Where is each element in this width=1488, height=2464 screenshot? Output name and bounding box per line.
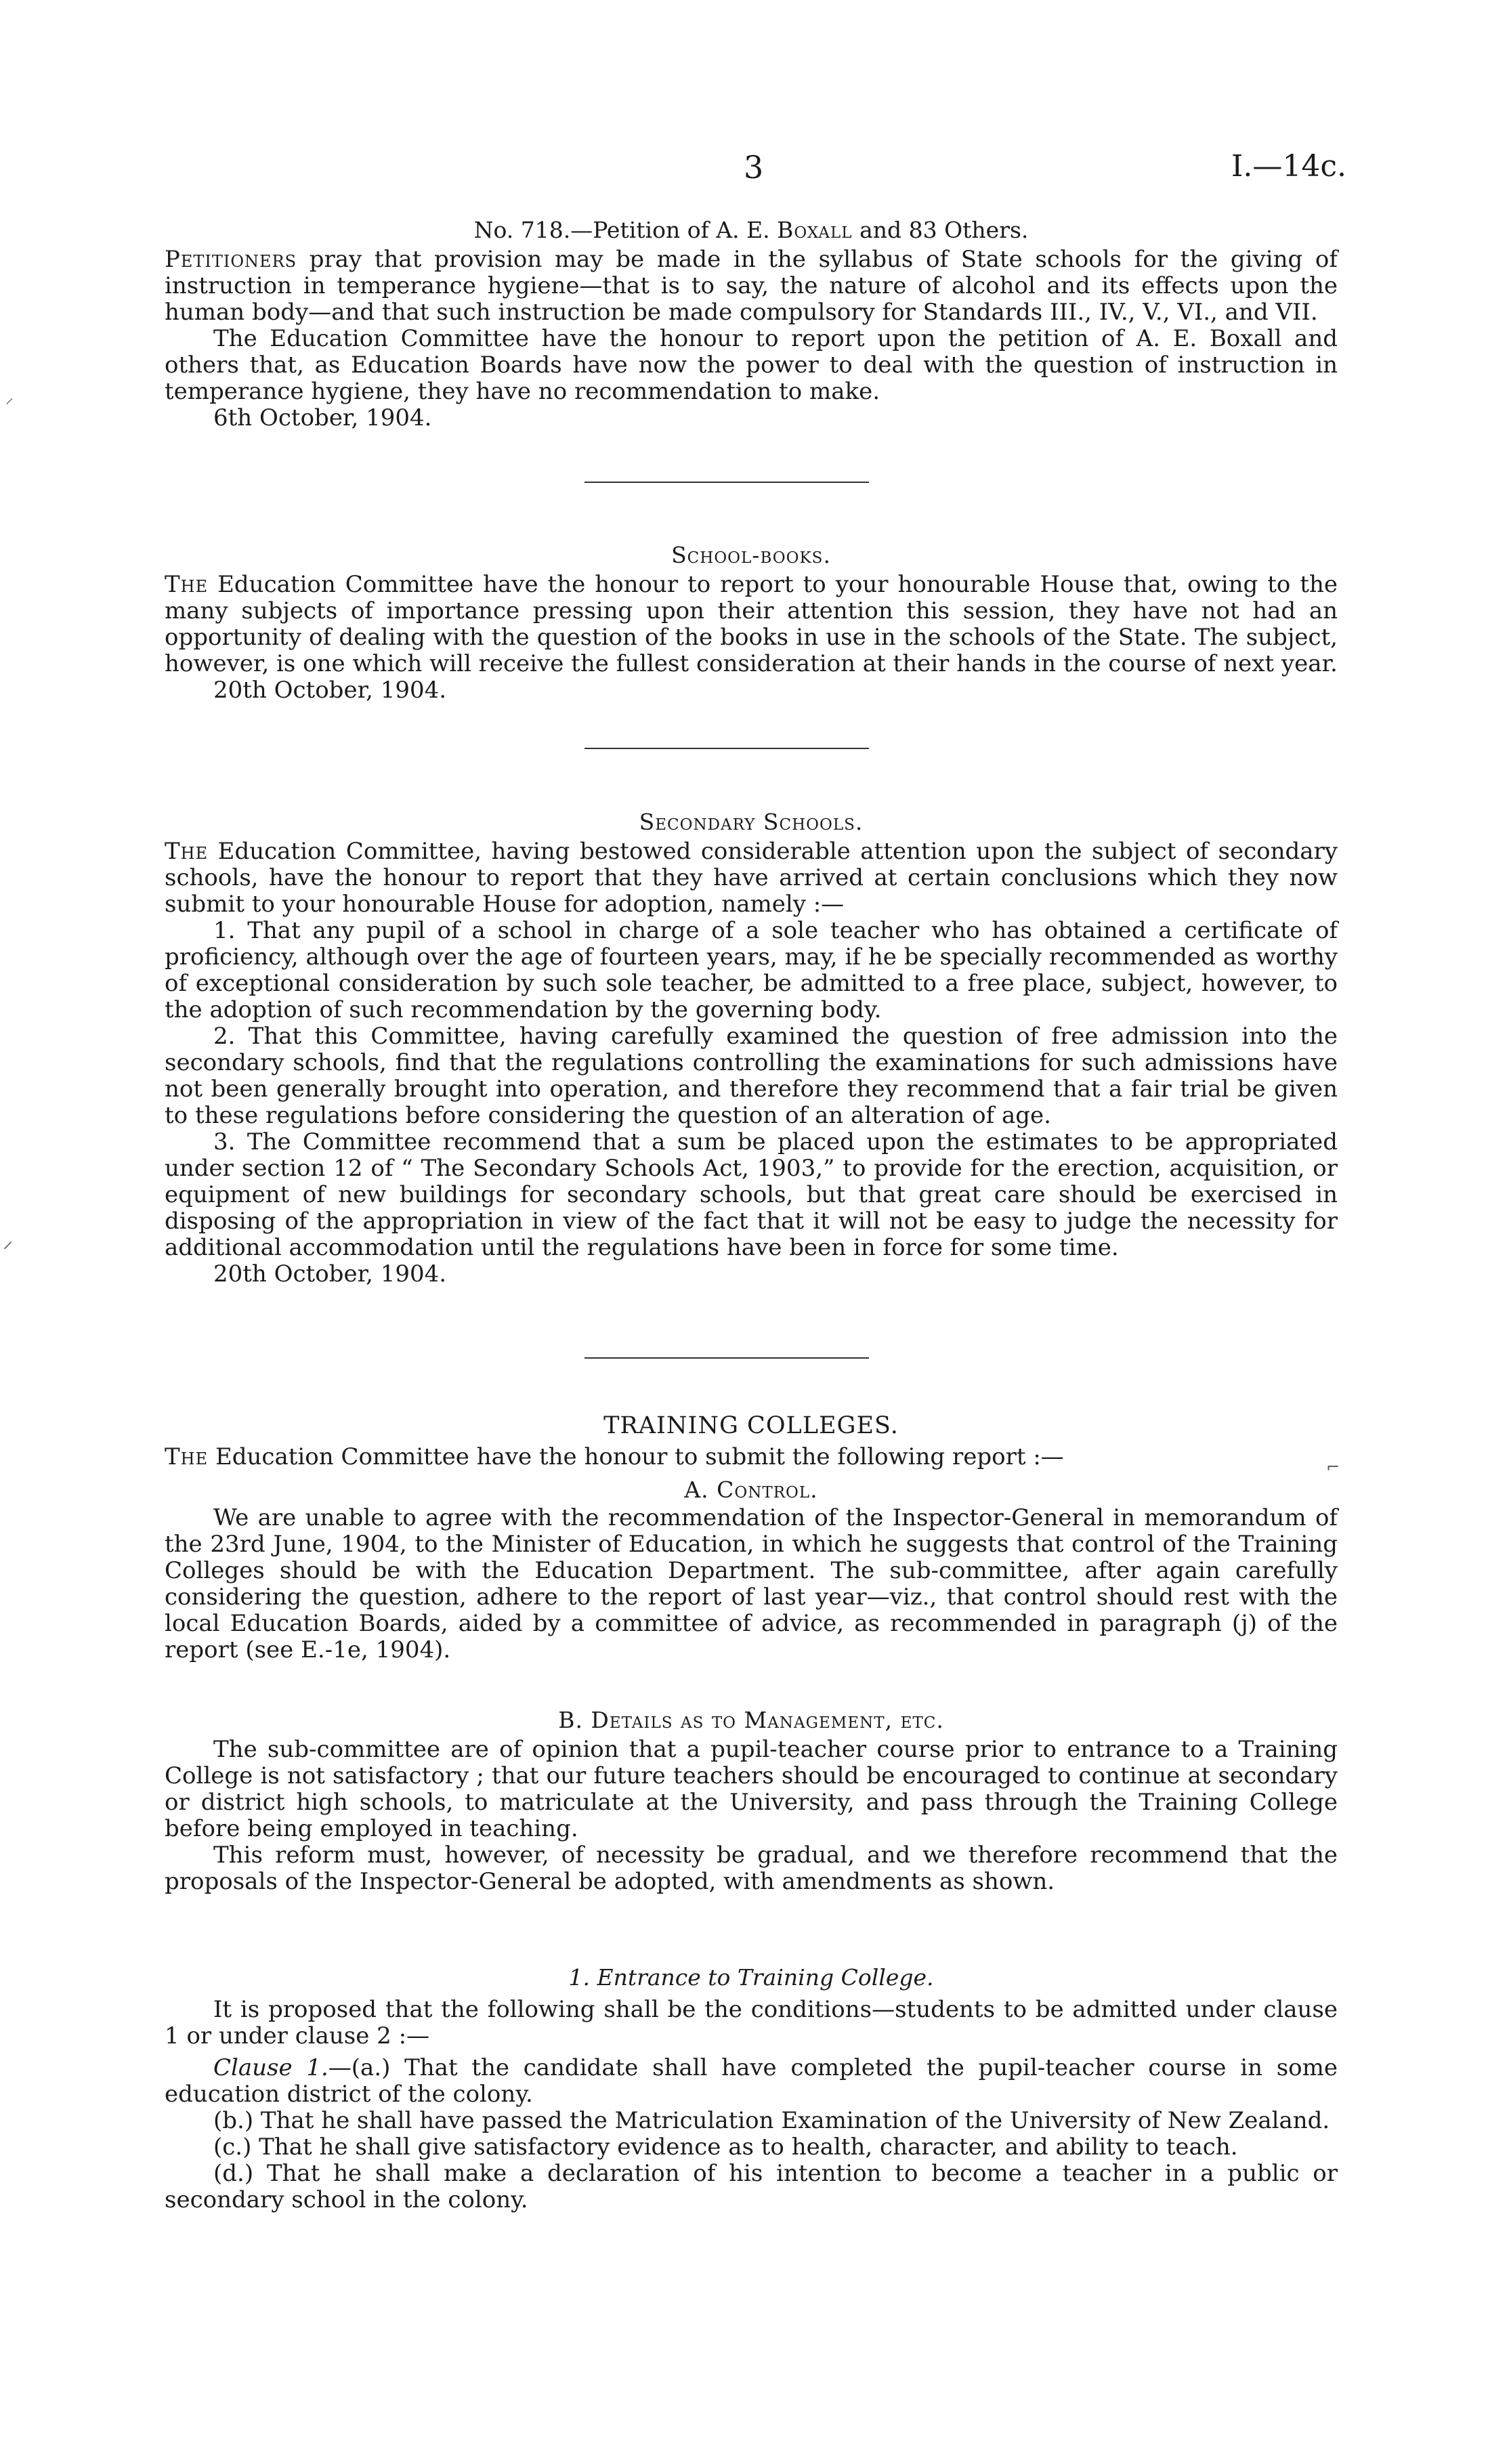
secondary-schools-date: 20th October, 1904. <box>213 1260 447 1288</box>
petition-paragraph-text: pray that provision may be made in the syllabus of State schools for the giving of instruction in temperance hygiene—that is to say, the nature of alcohol and its effects upon the human body—and that such instruction be made compulsory for Standards III., IV., V., VI., and VII. <box>165 246 1338 326</box>
entrance-subheading: 1. Entrance to Training College. <box>568 1964 934 1991</box>
secondary-schools-lead-word: The <box>165 838 209 865</box>
school-books-section <box>165 572 1338 704</box>
control-section <box>165 1505 1338 1663</box>
section-divider <box>584 1357 869 1359</box>
training-colleges-heading: TRAINING COLLEGES. <box>603 1412 899 1439</box>
secondary-schools-section <box>165 838 1338 1288</box>
clause-1-c: (c.) That he shall give satisfactory evidence as to health, character, and ability to teach. <box>213 2133 1238 2161</box>
details-section <box>165 1737 1338 1895</box>
training-colleges-intro-text: Education Committee have the honour to submit the following report :— <box>208 1443 1064 1470</box>
margin-mark: ⌐ <box>1326 1458 1340 1477</box>
page-number: 3 <box>744 149 764 186</box>
secondary-schools-item-3: 3. The Committee recommend that a sum be placed upon the estimates to be appropriated under section 12 of “ The Secondary Schools Act, 1903,” to provide for the erection, acquisition, or equipment of new buildings for secondary schools, but that great care should be exercised in disposing of the appropriation in view of the fact that it will not be easy to judge the necessity for additional accommodation until the regulations have been in force for some time. <box>165 1128 1338 1261</box>
school-books-paragraph-text: Education Committee have the honour to report to your honourable House that, owing to the many subjects of importance pressing upon their attention this session, they have not had an opportunity of dealing with the question of the books in use in the schools of the State. The subject, however, is one which will receive the fullest consideration at their hands in the course of next year. <box>165 571 1338 677</box>
training-colleges-lead-word: The <box>165 1443 209 1470</box>
control-subheading: A. Control. <box>684 1477 818 1503</box>
school-books-heading: School-books. <box>671 542 831 568</box>
petition-paragraph <box>165 247 1338 326</box>
clause-1-a-text: —(a.) That the candidate shall have completed the pupil-teacher course in some education district of the colony. <box>165 2054 1338 2108</box>
clause-1-d: (d.) That he shall make a declaration of his intention to become a teacher in a public or secondary school in the colony. <box>165 2160 1338 2213</box>
school-books-date: 20th October, 1904. <box>213 677 447 704</box>
school-books-lead-word: The <box>165 571 209 598</box>
secondary-schools-intro <box>165 838 1338 918</box>
training-colleges-intro <box>165 1444 1338 1470</box>
secondary-schools-intro-text: Education Committee, having bestowed considerable attention upon the subject of secondary schools, have the honour to report that they have arrived at certain conclusions which they now submit to your honourable House for adoption, namely :— <box>165 838 1338 918</box>
clause-1-a <box>165 2055 1338 2108</box>
petition-section <box>165 247 1338 431</box>
petition-title-prefix: No. 718.—Petition of A. E. <box>473 217 778 243</box>
details-paragraph-1: The sub-committee are of opinion that a pupil-teacher course prior to entrance to a Training College is not satisfactory ; that our future teachers should be encouraged to continue at secondary or district high schools, to matriculate at the University, and pass through the Training College before being employed in teaching. <box>165 1736 1338 1842</box>
margin-mark: ⸝ <box>5 388 14 407</box>
petition-lead-word: Petitioners <box>165 246 297 273</box>
training-colleges-intro-block <box>165 1444 1338 1470</box>
petition-title-name: Boxall <box>777 217 853 243</box>
section-divider <box>584 482 869 483</box>
school-books-paragraph <box>165 572 1338 677</box>
petition-date: 6th October, 1904. <box>213 404 432 431</box>
clause-1-b: (b.) That he shall have passed the Matriculation Examination of the University of New Zealand. <box>213 2107 1330 2134</box>
petition-report-paragraph: The Education Committee have the honour to report upon the petition of A. E. Boxall and others that, as Education Boards have now the power to deal with the question of instruction in temperance hygiene, they have no recommendation to make. <box>165 325 1338 405</box>
margin-mark: ⸝ <box>3 1229 13 1253</box>
document-reference: I.—14c. <box>1231 149 1346 184</box>
section-divider <box>584 748 869 749</box>
petition-title-suffix: and 83 Others. <box>852 217 1029 243</box>
control-paragraph: We are unable to agree with the recommendation of the Inspector-General in memorandum of the 23rd June, 1904, to the Minister of Education, in which he suggests that control of the Training Colleges should be with the Education Department. The sub-committee, after again carefully considering the question, adhere to the report of last year—viz., that control should rest with the local Education Boards, aided by a committee of advice, as recommended in paragraph (j) of the report (see E.-1e, 1904). <box>165 1504 1338 1663</box>
clause-1-label: Clause 1. <box>213 2054 328 2081</box>
secondary-schools-heading: Secondary Schools. <box>639 809 864 835</box>
secondary-schools-item-1: 1. That any pupil of a school in charge of a sole teacher who has obtained a certificate of proficiency, although over the age of fourteen years, may, if he be specially recommended as worthy of exceptional consideration by such sole teacher, be admitted to a free place, subject, however, to the adoption of such recommendation by the governing body. <box>165 917 1338 1023</box>
petition-title <box>165 217 1338 243</box>
entrance-intro: It is proposed that the following shall be the conditions—students to be admitted under clause 1 or under clause 2 :— <box>165 1996 1338 2049</box>
entrance-section <box>165 1997 1338 2213</box>
details-subheading: B. Details as to Management, etc. <box>558 1707 944 1733</box>
secondary-schools-item-2: 2. That this Committee, having carefully examined the question of free admission into the secondary schools, find that the regulations controlling the examinations for such admissions have not been generally brought into operation, and therefore they recommend that a fair trial be given to these regulations before considering the question of an alteration of age. <box>165 1023 1338 1129</box>
details-paragraph-2: This reform must, however, of necessity be gradual, and we therefore recommend that the proposals of the Inspector-General be adopted, with amendments as shown. <box>165 1842 1338 1895</box>
